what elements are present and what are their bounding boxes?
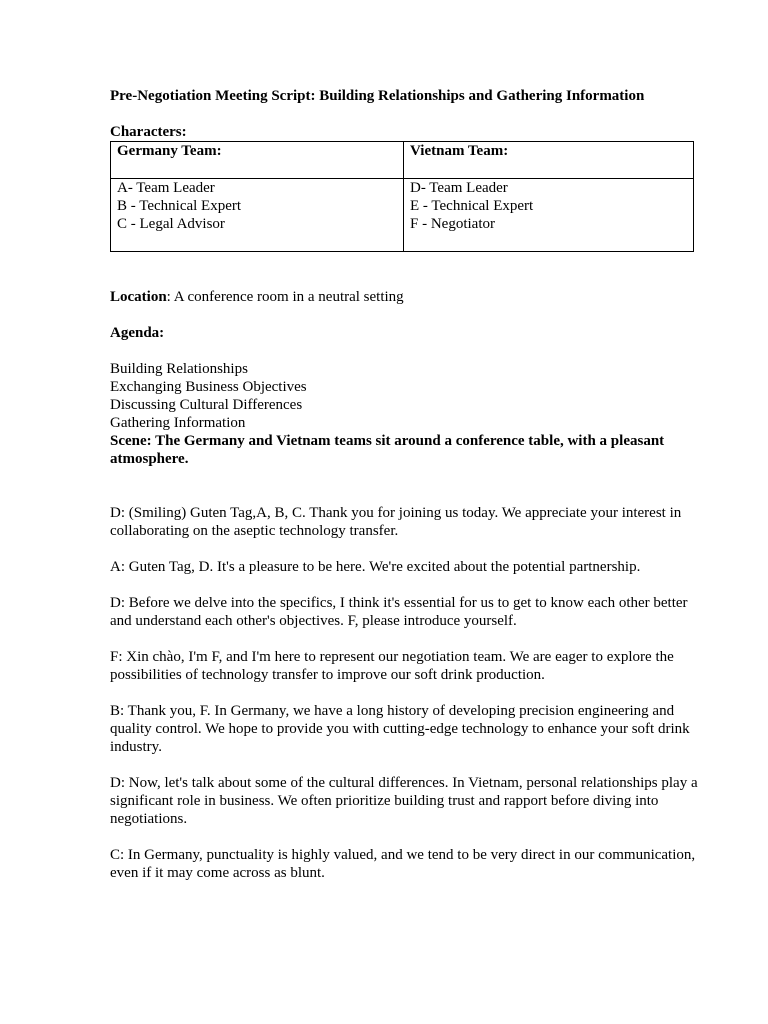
dialogue-line: B: Thank you, F. In Germany, we have a long history of developing precision engineering and quality control. We hope to provide you with cutting-edge technology to enhance your soft drink industry. <box>110 703 690 755</box>
dialogue-line: F: Xin chào, I'm F, and I'm here to represent our negotiation team. We are eager to explore the possibilities of technology transfer to improve our soft drink production. <box>110 649 674 683</box>
characters-label: Characters: <box>110 124 187 140</box>
vietnam-team-header: Vietnam Team: <box>404 142 694 179</box>
scene-description: Scene: The Germany and Vietnam teams sit around a conference table, with a pleasant atmosphere. <box>110 433 665 467</box>
location-text: : A conference room in a neutral setting <box>166 289 404 305</box>
dialogue-line: D: Before we delve into the specifics, I think it's essential for us to get to know each other better and understand each other's objectives. F, please introduce yourself. <box>110 595 688 629</box>
dialogue <box>110 504 700 882</box>
location-label: Location <box>110 289 167 305</box>
team-member: B - Technical Expert <box>117 198 242 214</box>
germany-team-header: Germany Team: <box>111 142 404 179</box>
characters-table-body-row <box>111 179 694 252</box>
document-title: Pre-Negotiation Meeting Script: Building Relationships and Gathering Information <box>110 88 645 104</box>
dialogue-line: A: Guten Tag, D. It's a pleasure to be here. We're excited about the potential partnership. <box>110 559 641 575</box>
agenda-item: Gathering Information <box>110 415 246 431</box>
characters-table <box>110 141 694 252</box>
document-page <box>110 87 700 900</box>
agenda-item: Exchanging Business Objectives <box>110 379 307 395</box>
team-member: D- Team Leader <box>410 180 508 196</box>
dialogue-line: D: (Smiling) Guten Tag,A, B, C. Thank you for joining us today. We appreciate your interest in collaborating on the aseptic technology transfer. <box>110 505 682 539</box>
germany-team-members <box>111 179 404 252</box>
agenda-item: Discussing Cultural Differences <box>110 397 303 413</box>
team-member: A- Team Leader <box>117 180 215 196</box>
characters-table-header-row <box>111 142 694 179</box>
location-line <box>110 288 700 306</box>
dialogue-line: C: In Germany, punctuality is highly valued, and we tend to be very direct in our communication, even if it may come across as blunt. <box>110 847 696 881</box>
team-member: F - Negotiator <box>410 216 495 232</box>
agenda-label: Agenda: <box>110 325 165 341</box>
agenda-item: Building Relationships <box>110 361 248 377</box>
agenda-list <box>110 360 700 432</box>
dialogue-line: D: Now, let's talk about some of the cultural differences. In Vietnam, personal relationships play a significant role in business. We often prioritize building trust and rapport before diving into negotiations. <box>110 775 698 827</box>
team-member: E - Technical Expert <box>410 198 534 214</box>
vietnam-team-members <box>404 179 694 252</box>
team-member: C - Legal Advisor <box>117 216 225 232</box>
